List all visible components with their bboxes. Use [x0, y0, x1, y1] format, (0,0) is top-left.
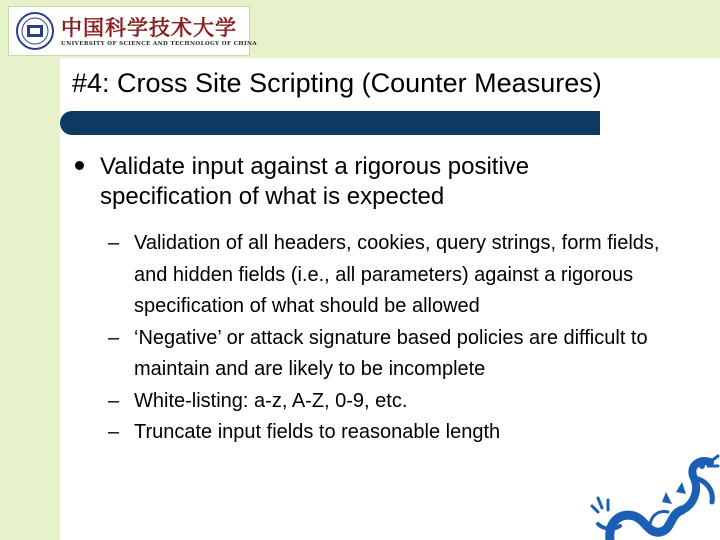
sub-bullet-text: Truncate input fields to reasonable length — [134, 421, 501, 443]
university-logo — [8, 6, 258, 56]
sub-bullet-text: White-listing: a-z, A-Z, 0-9, etc. — [134, 389, 408, 412]
sub-bullet-item — [108, 417, 688, 449]
main-bullet-text: Validate input against a rigorous positive specification of what is expected — [100, 153, 530, 210]
dragon-icon — [590, 452, 720, 540]
slide-title: #4: Cross Site Scripting (Counter Measures) — [72, 68, 602, 98]
dash-marker: – — [108, 421, 120, 443]
university-seal-icon — [15, 11, 55, 51]
dash-marker: – — [108, 232, 120, 254]
logo-english-name: UNIVERSITY OF SCIENCE AND TECHNOLOGY OF CHINA — [61, 41, 258, 47]
bullet-dot-icon — [75, 161, 84, 170]
dash-marker: – — [108, 326, 120, 349]
dash-marker: – — [108, 389, 120, 412]
sub-bullet-text: ‘Negative’ or attack signature based policies are difficult to maintain and are likely to be incomplete — [134, 326, 648, 380]
sub-bullet-text: Validation of all headers, cookies, query strings, form fields, and hidden fields (i.e., all parameters) against a rigorous specification of what should be allowed — [134, 232, 660, 317]
sub-bullet-list — [108, 228, 688, 449]
logo-chinese-name: 中国科学技术大学 — [61, 15, 237, 40]
left-accent-band — [0, 0, 60, 540]
sub-bullet-item — [108, 323, 688, 386]
sub-bullet-item — [108, 228, 688, 323]
sub-bullet-item — [108, 386, 688, 418]
title-underline-bar — [60, 111, 600, 135]
